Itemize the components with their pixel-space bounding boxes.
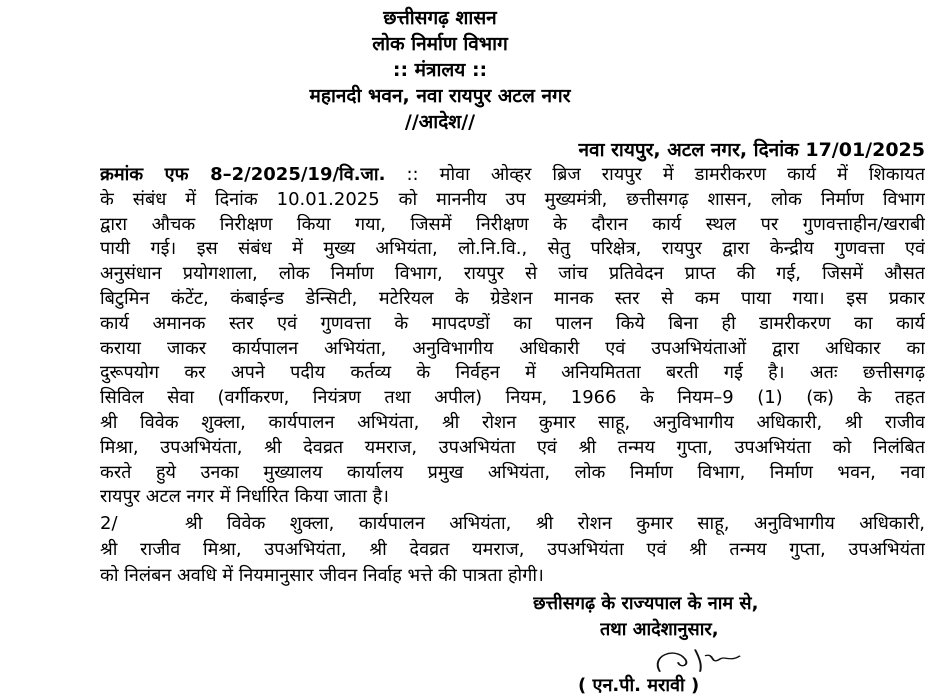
handwritten-signature <box>630 643 750 675</box>
paragraph-1-line: अनुसंधान प्रयोगशाला, लोक निर्माण विभाग, रायपुर से जांच प्रतिवेदन प्राप्त की गई, जिसमें औसत <box>100 263 925 285</box>
header-government: छत्तीसगढ़ शासन <box>383 7 497 29</box>
header-address: महानदी भवन, नवा रायपुर अटल नगर <box>309 85 571 107</box>
paragraph-1-text: :: मोवा ओव्हर ब्रिज रायपुर में डामरीकरण कार्य में शिकायत <box>406 164 925 185</box>
paragraph-1-line: मिश्रा, उपअभियंता, श्री देवव्रत यमराज, उपअभियंता एवं श्री तन्मय गुप्ता, उपअभियंता को निलंबित <box>100 436 925 458</box>
paragraph-1-line: दुरूपयोग कर अपने पदीय कर्तव्य के निर्वहन में अनियमितता बरती गई है। अतः छत्तीसगढ़ <box>100 362 925 384</box>
paragraph-1-line: करते हुये उनका मुख्यालय कार्यालय प्रमुख अभियंता, लोक निर्माण विभाग, निर्माण भवन, नवा <box>100 461 925 483</box>
header-order-title: //आदेश// <box>404 111 476 133</box>
paragraph-1-line <box>100 163 925 187</box>
signature-line-2: तथा आदेशानुसार, <box>600 619 719 640</box>
paragraph-1-line: कार्य अमानक स्तर एवं गुणवत्ता के मापदण्डों का पालन किये बिना ही डामरीकरण का कार्य <box>100 312 925 334</box>
signature-line-1: छत्तीसगढ़ के राज्यपाल के नाम से, <box>533 593 759 614</box>
signatory-name: ( एन.पी. मरावी ) <box>578 675 700 696</box>
paragraph-2-number: 2/ <box>100 513 118 534</box>
paragraph-1-line: के संबंध में दिनांक 10.01.2025 को माननीय उप मुख्यमंत्री, छत्तीसगढ़ शासन, लोक निर्माण विभाग <box>100 188 925 210</box>
paragraph-1-line: रायपुर अटल नगर में निर्धारित किया जाता है। <box>100 486 389 508</box>
paragraph-2-line: श्री विवेक शुक्ला, कार्यपालन अभियंता, श्री रोशन कुमार साहू, अनुविभागीय अधिकारी, <box>185 513 925 534</box>
paragraph-1-line: पायी गई। इस संबंध में मुख्य अभियंता, लो.नि.वि., सेतु परिक्षेत्र, रायपुर द्वारा केन्द्रीय गुणवत्ता एवं <box>100 238 925 260</box>
date-line: नवा रायपुर, अटल नगर, दिनांक 17/01/2025 <box>578 139 925 161</box>
paragraph-2-line: श्री राजीव मिश्रा, उपअभियंता, श्री देवव्रत यमराज, उपअभियंता एवं श्री तन्मय गुप्ता, उपअभियंता <box>100 539 925 560</box>
header-ministry: :: मंत्रालय :: <box>392 59 488 81</box>
paragraph-1-line: कराया जाकर कार्यपालन अभियंता, अनुविभागीय अधिकारी एवं उपअभियंताओं द्वारा अधिकार का <box>100 337 925 359</box>
header-department: लोक निर्माण विभाग <box>372 33 508 55</box>
paragraph-1-line: द्वारा औचक निरीक्षण किया गया, जिसमें निरीक्षण के दौरान कार्य स्थल पर गुणवत्ताहीन/खराबी <box>100 213 925 235</box>
paragraph-1-line: श्री विवेक शुक्ला, कार्यपालन अभियंता, श्री रोशन कुमार साहू, अनुविभागीय अधिकारी, श्री राजीव <box>100 412 925 433</box>
paragraph-2-line: को निलंबन अवधि में नियमानुसार जीवन निर्वाह भत्ते की पात्रता होगी। <box>100 565 544 586</box>
paragraph-1-line: सिविल सेवा (वर्गीकरण, नियंत्रण तथा अपील) नियम, 1966 के नियम–9 (1) (क) के तहत <box>100 387 925 409</box>
paragraph-1-line: बिटुमिन कंटेंट, कंबाईन्ड डेन्सिटी, मटेरियल के ग्रेडेशन मानक स्तर से कम पाया गया। इस प्रकार <box>100 288 925 309</box>
order-number: क्रमांक एफ 8–2/2025/19/वि.जा. <box>100 164 386 185</box>
